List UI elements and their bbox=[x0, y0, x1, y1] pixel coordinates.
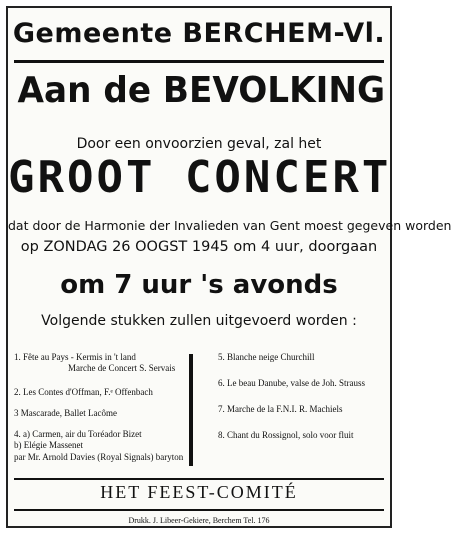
program-item-6-line-1: 6. Le beau Danube, valse de Joh. Strauss bbox=[218, 378, 365, 388]
program-item-2 bbox=[14, 387, 153, 398]
signature-rule-top bbox=[14, 478, 384, 480]
date-line: op ZONDAG 26 OOGST 1945 om 4 uur, doorgaan bbox=[20, 239, 378, 255]
program-item-1-line-1: 1. Fête au Pays - Kermis in 't land bbox=[14, 352, 136, 362]
program-item-4-line-3: par Mr. Arnold Davies (Royal Signals) baryton bbox=[14, 451, 184, 462]
pieces-intro: Volgende stukken zullen uitgevoerd worden : bbox=[41, 313, 357, 329]
event-title: GROOT CONCERT bbox=[8, 152, 392, 203]
municipality-title: Gemeente BERCHEM-Vl. bbox=[12, 18, 386, 49]
poster bbox=[6, 6, 451, 528]
signature-rule-bottom bbox=[14, 509, 384, 511]
program-item-4 bbox=[14, 429, 183, 463]
program-item-3-line-1: 3 Mascarade, Ballet Lacôme bbox=[14, 408, 117, 418]
top-rule bbox=[14, 60, 384, 63]
program-item-8-line-1: 8. Chant du Rossignol, solo voor fluit bbox=[218, 430, 354, 440]
program-item-2-line-1: 2. Les Contes d'Offman, F.ᵉ Offenbach bbox=[14, 387, 153, 397]
program-item-3 bbox=[14, 408, 117, 419]
new-time: om 7 uur 's avonds bbox=[60, 270, 338, 300]
program-item-7-line-1: 7. Marche de la F.N.I. R. Machiels bbox=[218, 404, 343, 414]
program-item-6 bbox=[218, 378, 365, 389]
program-item-1 bbox=[14, 352, 175, 375]
headline: Aan de BEVOLKING bbox=[17, 70, 386, 111]
program-item-7 bbox=[218, 404, 343, 415]
harmonie-line: dat door de Harmonie der Invalieden van Gent moest gegeven worden bbox=[8, 218, 451, 233]
program-item-8 bbox=[218, 430, 354, 441]
printer-line: Drukk. J. Libeer-Gekiere, Berchem Tel. 176 bbox=[128, 516, 270, 525]
program-item-5-line-1: 5. Blanche neige Churchill bbox=[218, 352, 315, 362]
program-item-4-line-2: b) Elégie Massenet bbox=[14, 440, 83, 451]
program-item-1-line-2: Marche de Concert S. Servais bbox=[68, 363, 176, 374]
program-item-5 bbox=[218, 352, 314, 363]
intro-line: Door een onvoorzien geval, zal het bbox=[76, 136, 322, 152]
column-divider bbox=[189, 354, 193, 466]
signature: HET FEEST-COMITÉ bbox=[100, 482, 298, 502]
program-item-4-line-1: 4. a) Carmen, air du Toréador Bizet bbox=[14, 429, 142, 439]
